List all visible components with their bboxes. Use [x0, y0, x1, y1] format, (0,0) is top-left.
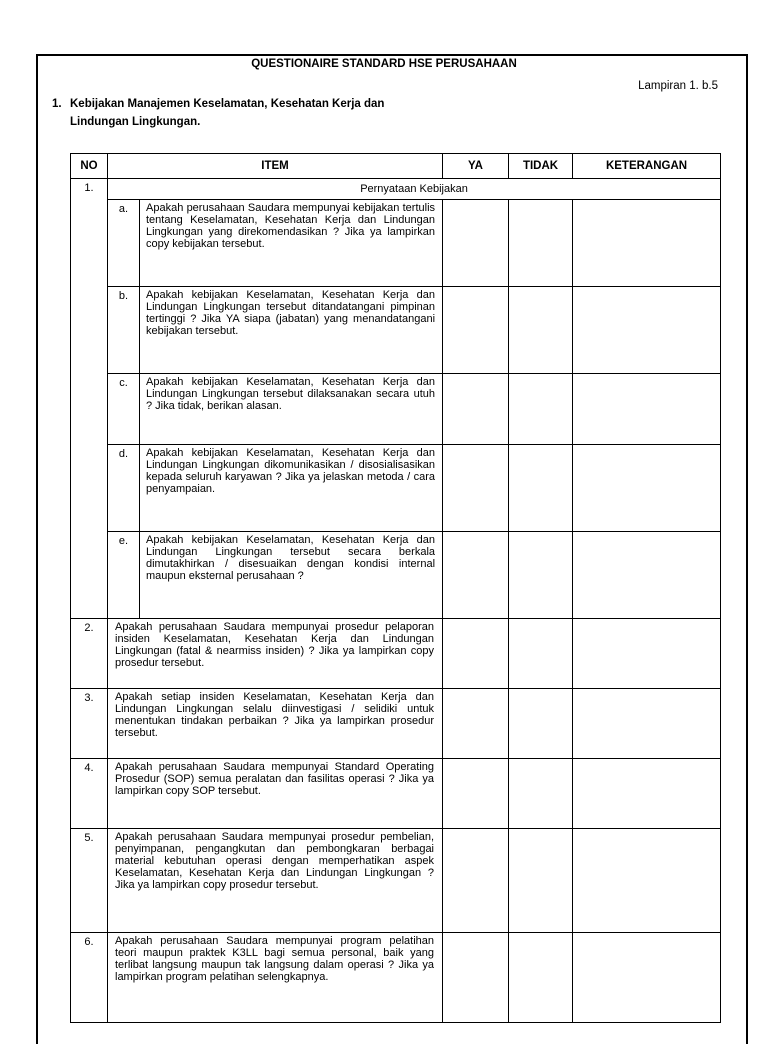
- item-question: Apakah perusahaan Saudara mempunyai Standard Operating Prosedur (SOP) semua peralatan dan fasilitas operasi ? Jika ya lampirkan copy SOP tersebut.: [108, 759, 443, 829]
- item-question: Apakah kebijakan Keselamatan, Kesehatan Kerja dan Lindungan Lingkungan tersebut ditandatangani pimpinan tertinggi ? Jika YA siapa (jabatan) yang menandatangani kebijakan tersebut.: [140, 287, 443, 374]
- questionnaire-table: [70, 153, 721, 1023]
- row-number: 6.: [71, 933, 108, 1023]
- keterangan-cell[interactable]: [573, 445, 721, 532]
- ya-answer-cell[interactable]: [443, 374, 509, 445]
- row-number: 2.: [71, 619, 108, 689]
- table-row: [71, 759, 721, 829]
- row-number: 1.: [71, 179, 108, 619]
- ya-answer-cell[interactable]: [443, 445, 509, 532]
- ya-answer-cell[interactable]: [443, 933, 509, 1023]
- table-row: [71, 179, 721, 200]
- keterangan-cell[interactable]: [573, 200, 721, 287]
- keterangan-cell[interactable]: [573, 829, 721, 933]
- section-title-line1: Kebijakan Manajemen Keselamatan, Kesehatan Kerja dan: [70, 98, 385, 110]
- item-letter: d.: [108, 445, 140, 532]
- header-item: ITEM: [108, 154, 443, 179]
- table-header-row: [71, 154, 721, 179]
- table-row: [71, 532, 721, 619]
- section-number: 1.: [52, 98, 62, 110]
- item-letter: e.: [108, 532, 140, 619]
- keterangan-cell[interactable]: [573, 374, 721, 445]
- keterangan-cell[interactable]: [573, 933, 721, 1023]
- tidak-answer-cell[interactable]: [509, 200, 573, 287]
- item-question: Apakah perusahaan Saudara mempunyai prosedur pembelian, penyimpanan, pengangkutan dan pembongkaran berbagai material kebutuhan operasi dengan memperhatikan aspek Keselamatan, Kesehatan Kerja dan Lindungan Lingkungan ? Jika ya lampirkan copy prosedur tersebut.: [108, 829, 443, 933]
- header-keterangan: KETERANGAN: [573, 154, 721, 179]
- row-number: 3.: [71, 689, 108, 759]
- header-tidak: TIDAK: [509, 154, 573, 179]
- tidak-answer-cell[interactable]: [509, 619, 573, 689]
- table-row: [71, 689, 721, 759]
- item-question: Apakah kebijakan Keselamatan, Kesehatan Kerja dan Lindungan Lingkungan dikomunikasikan / disosialisasikan kepada seluruh karyawan ? Jika ya jelaskan metoda / cara penyampaian.: [140, 445, 443, 532]
- keterangan-cell[interactable]: [573, 759, 721, 829]
- tidak-answer-cell[interactable]: [509, 374, 573, 445]
- item-question: Apakah perusahaan Saudara mempunyai prosedur pelaporan insiden Keselamatan, Kesehatan Kerja dan Lindungan Lingkungan (fatal & nearmiss insiden) ? Jika ya lampirkan copy prosedur tersebut.: [108, 619, 443, 689]
- table-row: [71, 445, 721, 532]
- item-letter: a.: [108, 200, 140, 287]
- ya-answer-cell[interactable]: [443, 759, 509, 829]
- keterangan-cell[interactable]: [573, 532, 721, 619]
- header-ya: YA: [443, 154, 509, 179]
- keterangan-cell[interactable]: [573, 287, 721, 374]
- table-row: [71, 200, 721, 287]
- tidak-answer-cell[interactable]: [509, 933, 573, 1023]
- ya-answer-cell[interactable]: [443, 689, 509, 759]
- tidak-answer-cell[interactable]: [509, 445, 573, 532]
- item-letter: c.: [108, 374, 140, 445]
- item-question: Apakah perusahaan Saudara mempunyai program pelatihan teori maupun praktek K3LL bagi semua personal, baik yang terlibat langsung maupun tak langsung dalam operasi ? Jika ya lampirkan program pelatihan selengkapnya.: [108, 933, 443, 1023]
- tidak-answer-cell[interactable]: [509, 287, 573, 374]
- section-title-line2: Lindungan Lingkungan.: [70, 116, 201, 128]
- table-row: [71, 933, 721, 1023]
- item-question: Apakah setiap insiden Keselamatan, Kesehatan Kerja dan Lindungan Lingkungan selalu diinvestigasi / selidiki untuk menentukan tindakan perbaikan ? Jika ya lampirkan prosedur tersebut.: [108, 689, 443, 759]
- keterangan-cell[interactable]: [573, 689, 721, 759]
- item-question: Apakah kebijakan Keselamatan, Kesehatan Kerja dan Lindungan Lingkungan tersebut secara berkala dimutakhirkan / disesuaikan dengan kondisi internal maupun eksternal perusahaan ?: [140, 532, 443, 619]
- document-title: QUESTIONAIRE STANDARD HSE PERUSAHAAN: [251, 58, 517, 70]
- ya-answer-cell[interactable]: [443, 287, 509, 374]
- tidak-answer-cell[interactable]: [509, 829, 573, 933]
- keterangan-cell[interactable]: [573, 619, 721, 689]
- ya-answer-cell[interactable]: [443, 532, 509, 619]
- header-no: NO: [71, 154, 108, 179]
- group-title: Pernyataan Kebijakan: [108, 179, 721, 200]
- item-question: Apakah perusahaan Saudara mempunyai kebijakan tertulis tentang Keselamatan, Kesehatan Kerja dan Lindungan Lingkungan yang direkomendasikan ? Jika ya lampirkan copy kebijakan tersebut.: [140, 200, 443, 287]
- tidak-answer-cell[interactable]: [509, 532, 573, 619]
- table-row: [71, 287, 721, 374]
- section-heading: [52, 95, 384, 131]
- ya-answer-cell[interactable]: [443, 200, 509, 287]
- tidak-answer-cell[interactable]: [509, 689, 573, 759]
- tidak-answer-cell[interactable]: [509, 759, 573, 829]
- attachment-reference: Lampiran 1. b.5: [638, 80, 718, 92]
- item-question: Apakah kebijakan Keselamatan, Kesehatan Kerja dan Lindungan Lingkungan tersebut dilaksanakan secara utuh ? Jika tidak, berikan alasan.: [140, 374, 443, 445]
- ya-answer-cell[interactable]: [443, 829, 509, 933]
- table-row: [71, 374, 721, 445]
- table-row: [71, 829, 721, 933]
- table-row: [71, 619, 721, 689]
- item-letter: b.: [108, 287, 140, 374]
- row-number: 4.: [71, 759, 108, 829]
- ya-answer-cell[interactable]: [443, 619, 509, 689]
- row-number: 5.: [71, 829, 108, 933]
